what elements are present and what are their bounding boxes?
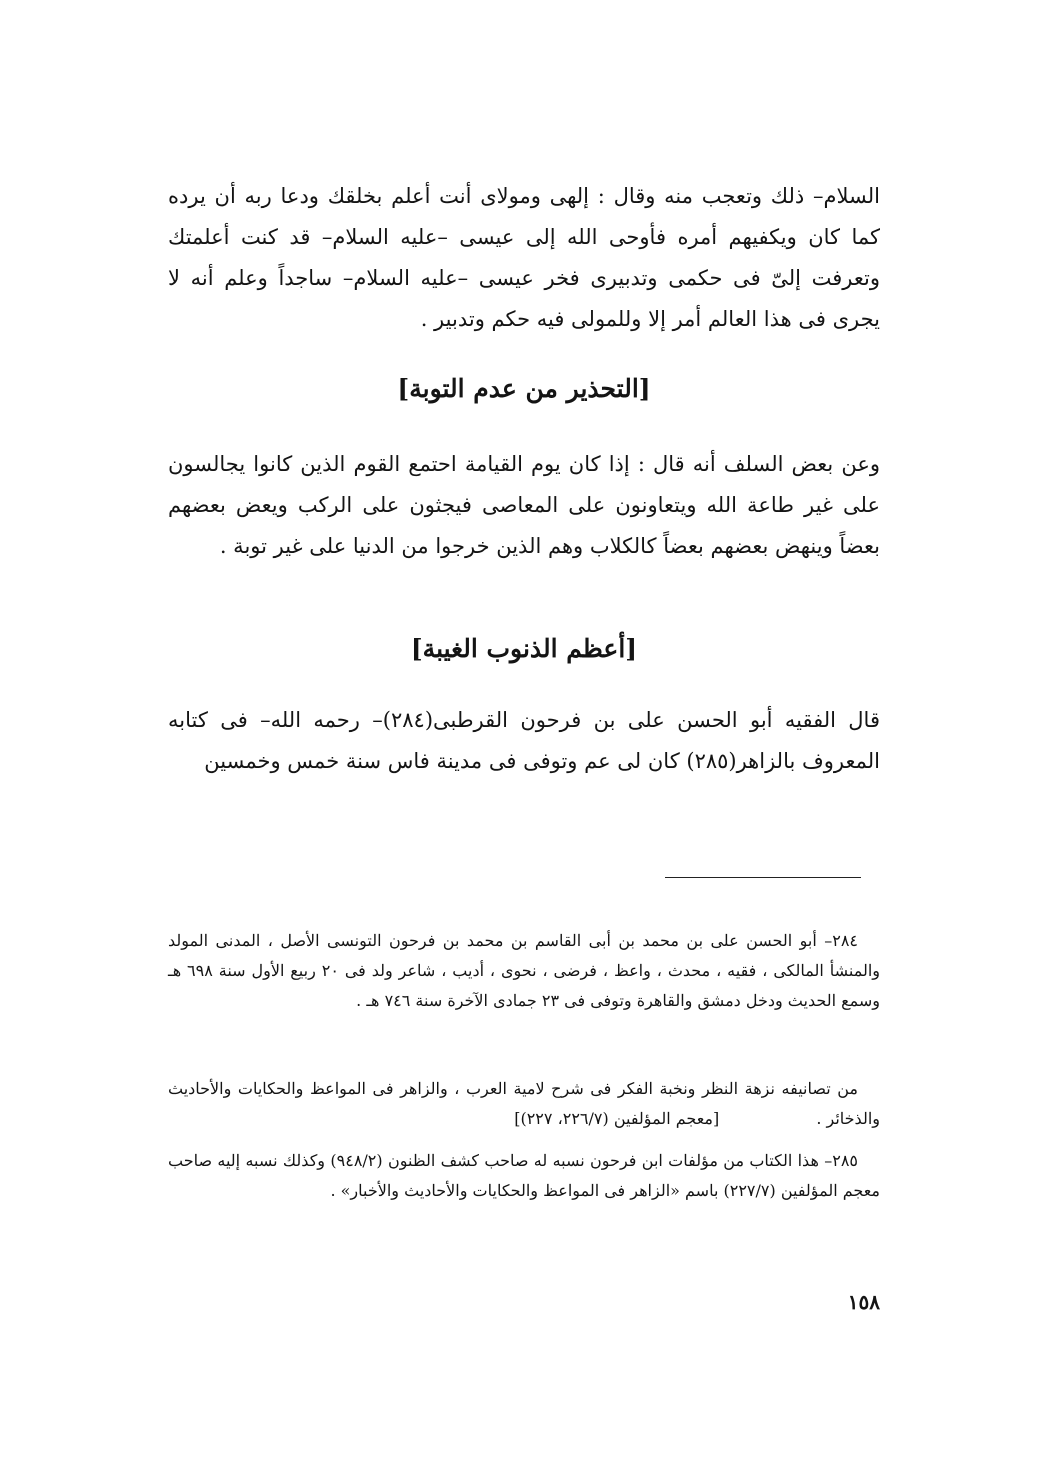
footnote-285: ٢٨٥– هذا الكتاب من مؤلفات ابن فرحون نسبه له صاحب كشف الظنون (٩٤٨/٢) وكذلك نسبه إليه صاحب معجم المؤلفين (٢٢٧/٧) باسم «الزاهر فى المواعظ والحكايات والأحاديث والأخبار» .: [168, 1151, 880, 1200]
footnote-284: ٢٨٤– أبو الحسن على بن محمد بن أبى القاسم بن محمد بن فرحون التونسى الأصل ، المدنى المولد والمنشأ المالكى ، فقيه ، محدث ، واعظ ، فرضى ، نحوى ، أديب ، شاعر ولد فى ٢٠ ربيع الأول سنة ٦٩٨ هـ وسمع الحديث ودخل دمشق والقاهرة وتوفى فى ٢٣ جمادى الآخرة سنة ٧٤٦ هـ .: [168, 931, 880, 1010]
footnote-284-citation: [معجم المؤلفين (٢٢٦/٧، ٢٢٧)]: [514, 1109, 720, 1128]
footnote-separator: [665, 877, 861, 878]
section-heading-backbiting: [أعظم الذنوب الغيبة]: [410, 634, 638, 663]
page-number: ١٥٨: [847, 1290, 880, 1314]
body-paragraph-1: السلام– ذلك وتعجب منه وقال : إلهى ومولاى أنت أعلم بخلقك ودعا ربه أن يرده كما كان ويكفيهم أمره فأوحى الله إلى عيسى –عليه السلام– قد كنت أعلمتك وتعرفت إلىّ فى حكمى وتدبيرى فخر عيسى –عليه السلام– ساجداً وعلم أنه لا يجرى فى هذا العالم أمر إلا وللمولى فيه حكم وتدبير .: [168, 184, 880, 331]
footnote-284-works: من تصانيفه نزهة النظر ونخبة الفكر فى شرح لامية العرب ، والزاهر فى المواعظ والحكايات والأحاديث والذخائر .: [168, 1079, 880, 1128]
footnote-284-continuation: [168, 1074, 880, 1134]
section-heading-warning-repentance: [التحذير من عدم التوبة]: [397, 374, 651, 403]
body-paragraph-3: قال الفقيه أبو الحسن على بن فرحون القرطبى(٢٨٤)– رحمه الله– فى كتابه المعروف بالزاهر(٢٨٥) كان لى عم وتوفى فى مدينة فاس سنة خمس وخمسين: [168, 708, 880, 773]
body-paragraph-2: وعن بعض السلف أنه قال : إذا كان يوم القيامة احتمع القوم الذين كانوا يجالسون على غير طاعة الله ويتعاونون على المعاصى فيجثون على الركب ويعض بعضهم بعضاً وينهض بعضهم بعضاً كالكلاب وهم الذين خرجوا من الدنيا على غير توبة .: [168, 452, 880, 558]
